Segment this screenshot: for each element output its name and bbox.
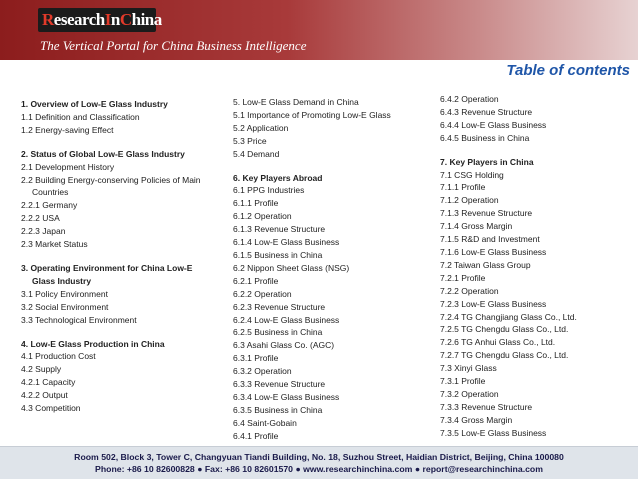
footer-phone: Phone: +86 10 82600828 [95,464,195,474]
toc-entry: 6.1.4 Low-E Glass Business [233,237,340,248]
toc-entry: 4.3 Competition [21,403,81,414]
toc-entry: 7.3 Xinyi Glass [440,363,497,374]
toc-entry: 7.2.4 TG Changjiang Glass Co., Ltd. [440,311,577,322]
toc-entry: 3.1 Policy Environment [21,288,108,299]
toc-entry: 7.1.2 Operation [440,195,499,206]
toc-entry: 3.2 Social Environment [21,301,109,312]
section-spacer [440,145,630,156]
toc-entry: 7.3.3 Revenue Structure [440,401,533,412]
toc-entry: 6.2.1 Profile [233,275,279,286]
section-spacer [233,161,433,172]
toc-section-heading: 4. Low-E Glass Production in China [21,338,165,349]
toc-entry: 7.2.2 Operation [440,285,499,296]
toc-entry: 6.1.2 Operation [233,211,292,222]
toc-entry: 2.2 Building Energy-conserving Policies of Main [21,174,201,185]
toc-entry: 4.1 Production Cost [21,351,96,362]
toc-entry: 6.3.5 Business in China [233,404,323,415]
toc-entry: 7.2.7 TG Chengdu Glass Co., Ltd. [440,350,569,361]
toc-entry: 2.2.1 Germany [21,200,78,211]
toc-entry: 6.4.1 Profile [233,430,279,441]
toc-entry: 7.2.1 Profile [440,272,486,283]
toc-entry: 6.1.3 Revenue Structure [233,224,326,235]
toc-entry: 6.2.5 Business in China [233,327,323,338]
toc-entry: 6.1 PPG Industries [233,185,305,196]
toc-entry: 6.1.1 Profile [233,198,279,209]
logo-letter-r: R [42,10,54,29]
toc-entry: 6.2 Nippon Sheet Glass (NSG) [233,262,350,273]
toc-entry: 6.3.1 Profile [233,353,279,364]
toc-entry: 1.2 Energy-saving Effect [21,124,114,135]
logo-text-n: n [110,10,120,29]
footer-fax: Fax: +86 10 82601570 [204,464,294,474]
toc-entry: 7.3.4 Gross Margin [440,414,513,425]
toc-section-heading: 3. Operating Environment for China Low-E [21,262,193,273]
toc-entry: 4.2.2 Output [21,390,68,401]
toc-entry: 6.3 Asahi Glass Co. (AGC) [233,340,335,351]
toc-entry: 7.1.6 Low-E Glass Business [440,246,547,257]
toc-entry: 2.1 Development History [21,161,115,172]
toc-entry: 6.4.2 Operation [440,94,499,104]
toc-entry: 6.3.4 Low-E Glass Business [233,391,340,402]
toc-entry: 7.1 CSG Holding [440,169,504,180]
toc-entry: 7.2.3 Low-E Glass Business [440,298,547,309]
contact-footer [0,446,638,479]
toc-entry: 7.3.2 Operation [440,388,499,399]
toc-entry: 7.1.3 Revenue Structure [440,208,533,219]
toc-entry: 6.3.3 Revenue Structure [233,379,326,390]
toc-entry: 2.2.3 Japan [21,226,66,237]
footer-address: Room 502, Block 3, Tower C, Changyuan Tiandi Building, No. 18, Suzhou Street, Haidian District, Beijing, China 100080 [74,452,564,462]
toc-entry: 6.3.2 Operation [233,366,292,377]
toc-entry: 4.2 Supply [21,364,62,375]
page-title: Table of contents [506,62,630,79]
section-spacer [21,327,221,338]
toc-column-2 [233,96,433,443]
toc-entry: 7.3.1 Profile [440,376,486,387]
toc-section-heading: 2. Status of Global Low-E Glass Industry [21,148,185,159]
toc-entry: 5.1 Importance of Promoting Low-E Glass [233,109,391,120]
toc-entry: 5. Low-E Glass Demand in China [233,97,359,107]
toc-section-heading: 6. Key Players Abroad [233,172,323,183]
toc-entry: 6.4.3 Revenue Structure [440,106,533,117]
toc-entry: 7.2 Taiwan Glass Group [440,259,531,270]
toc-entry: 6.2.3 Revenue Structure [233,301,326,312]
separator-bullet: ● [414,464,421,474]
toc-entry: 6.1.5 Business in China [233,249,323,260]
toc-entry: 7.2.6 TG Anhui Glass Co., Ltd. [440,337,556,348]
toc-section-heading: Glass Industry [32,275,92,286]
toc-entry: 6.4.5 Business in China [440,132,530,143]
toc-entry: 7.2.5 TG Chengdu Glass Co., Ltd. [440,324,569,335]
toc-entry: 2.3 Market Status [21,239,88,250]
footer-contact-line [0,463,638,475]
toc-entry: 5.4 Demand [233,148,280,159]
toc-entry: 5.2 Application [233,122,289,133]
toc-column-1 [21,98,221,415]
logo-text-esearch: esearch [53,10,105,29]
toc-section-heading: 7. Key Players in China [440,156,534,167]
toc-entry: 6.4 Saint-Gobain [233,417,297,428]
footer-email-link[interactable]: report@researchinchina.com [422,464,543,474]
separator-bullet: ● [295,464,301,474]
section-spacer [21,251,221,262]
toc-entry: 7.1.5 R&D and Investment [440,234,540,245]
toc-entry: 3.3 Technological Environment [21,314,137,325]
toc-entry: 5.3 Price [233,135,267,146]
toc-column-3 [440,93,630,440]
footer-website-link[interactable]: www.researchinchina.com [303,464,413,474]
toc-entry: 7.3.5 Low-E Glass Business [440,427,547,438]
toc-entry: 2.2.2 USA [21,213,60,224]
toc-entry: 7.1.1 Profile [440,182,486,193]
header-tagline: The Vertical Portal for China Business Intelligence [40,38,307,53]
toc-entry: 6.2.2 Operation [233,288,292,299]
researchinchina-logo[interactable] [38,8,162,32]
separator-bullet: ● [197,464,203,474]
logo-text-hina: hina [131,10,162,29]
logo-letter-c: C [119,10,132,29]
section-spacer [21,137,221,148]
toc-entry: 6.4.4 Low-E Glass Business [440,119,547,130]
toc-entry: 7.1.4 Gross Margin [440,221,513,232]
header-banner [0,0,638,60]
logo-letter-i: I [104,10,111,29]
toc-entry: 4.2.1 Capacity [21,377,76,388]
toc-entry: Countries [32,187,69,198]
toc-entry: 1.1 Definition and Classification [21,111,140,122]
toc-section-heading: 1. Overview of Low-E Glass Industry [21,99,168,109]
toc-entry: 6.2.4 Low-E Glass Business [233,314,340,325]
